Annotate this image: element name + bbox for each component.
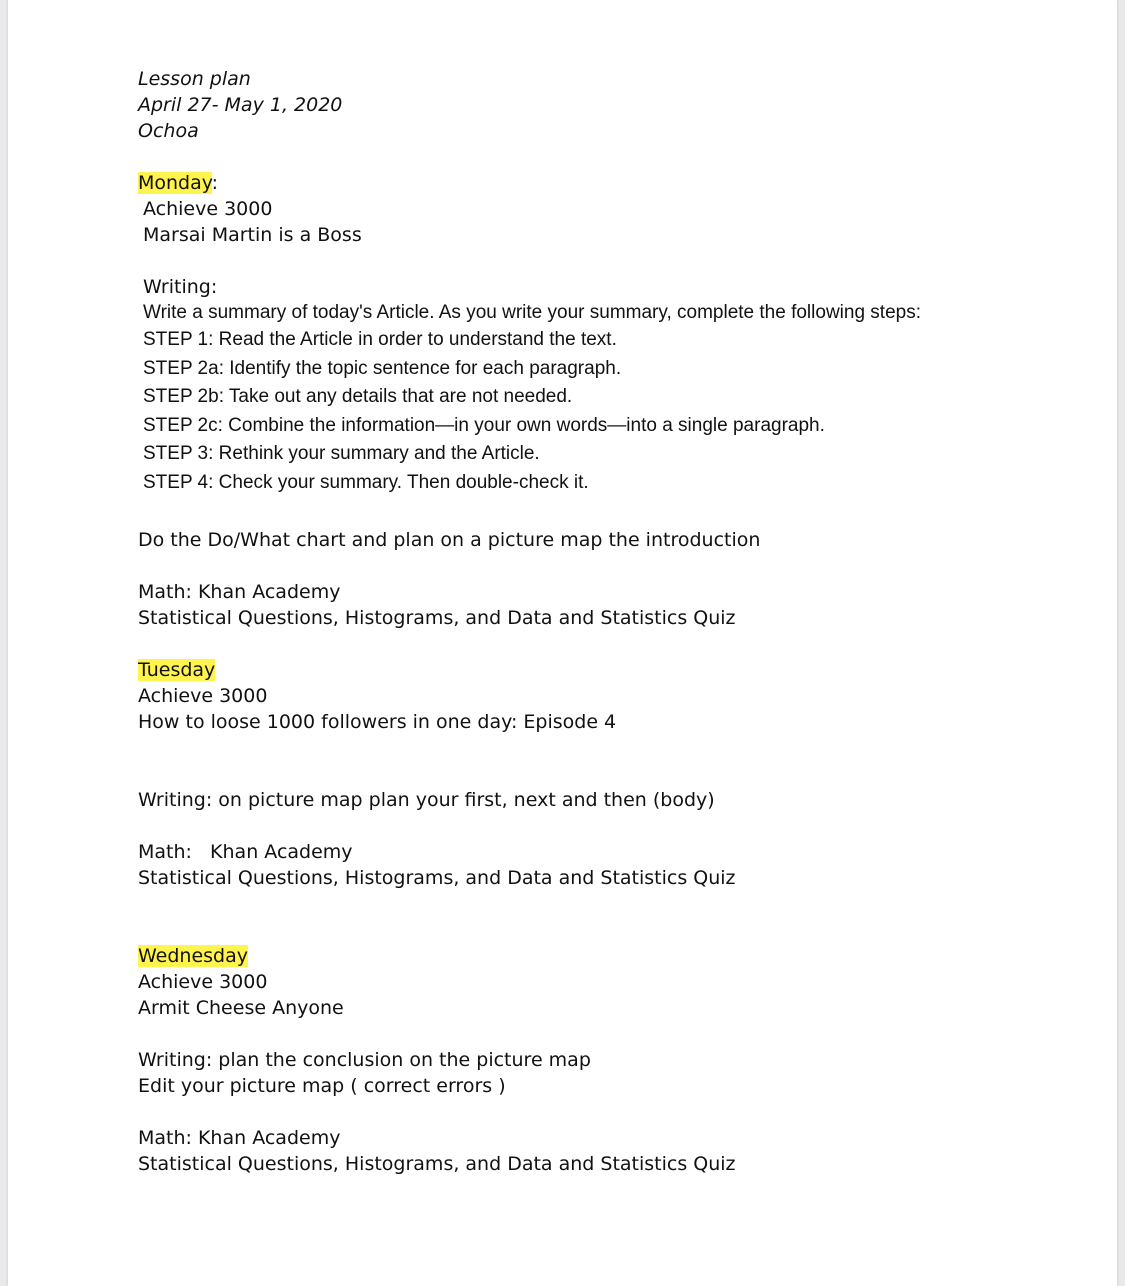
monday-achieve: Achieve 3000 bbox=[143, 198, 273, 220]
teacher-name: Ochoa bbox=[138, 120, 199, 142]
monday-quiz: Statistical Questions, Histograms, and Data and Statistics Quiz bbox=[138, 607, 736, 629]
tuesday-article: How to loose 1000 followers in one day: Episode 4 bbox=[138, 711, 617, 733]
step-item: STEP 1: Read the Article in order to understand the text. bbox=[143, 329, 617, 350]
monday-steps bbox=[138, 300, 1078, 497]
step-item: STEP 2a: Identify the topic sentence for each paragraph. bbox=[143, 357, 622, 379]
monday-do-what: Do the Do/What chart and plan on a picture map the introduction bbox=[138, 529, 761, 551]
wednesday-writing: Writing: plan the conclusion on the picture map bbox=[138, 1049, 591, 1071]
monday-math: Math: Khan Academy bbox=[138, 581, 341, 603]
tuesday-day-label: Tuesday bbox=[138, 659, 216, 681]
tuesday-achieve: Achieve 3000 bbox=[138, 685, 268, 707]
monday-writing-label: Writing: bbox=[143, 276, 218, 298]
monday-writing-intro: Write a summary of today's Article. As you write your summary, complete the following steps: bbox=[143, 302, 921, 323]
monday-heading bbox=[138, 170, 1078, 196]
document-page bbox=[8, 0, 1117, 1286]
step-item: STEP 3: Rethink your summary and the Article. bbox=[143, 443, 540, 464]
tuesday-writing: Writing: on picture map plan your first, next and then (body) bbox=[138, 789, 715, 811]
wednesday-heading bbox=[138, 943, 1078, 969]
wednesday-quiz: Statistical Questions, Histograms, and Data and Statistics Quiz bbox=[138, 1153, 736, 1175]
wednesday-math: Math: Khan Academy bbox=[138, 1127, 341, 1149]
step-item: STEP 2b: Take out any details that are not needed. bbox=[143, 386, 573, 407]
tuesday-math: Math: Khan Academy bbox=[138, 841, 353, 863]
tuesday-heading bbox=[138, 657, 1078, 683]
wednesday-edit: Edit your picture map ( correct errors ) bbox=[138, 1075, 506, 1097]
wednesday-article: Armit Cheese Anyone bbox=[138, 997, 344, 1019]
document-title: Lesson plan bbox=[138, 68, 251, 90]
wednesday-day-label: Wednesday bbox=[138, 945, 249, 967]
step-item: STEP 4: Check your summary. Then double-check it. bbox=[143, 471, 589, 493]
monday-day-label: Monday bbox=[138, 172, 212, 194]
monday-article: Marsai Martin is a Boss bbox=[143, 224, 362, 246]
date-range: April 27- May 1, 2020 bbox=[138, 94, 343, 116]
document-body bbox=[138, 66, 1078, 1177]
monday-colon: : bbox=[211, 172, 219, 194]
step-item: STEP 2c: Combine the information—in your own words—into a single paragraph. bbox=[143, 414, 825, 436]
wednesday-achieve: Achieve 3000 bbox=[138, 971, 268, 993]
tuesday-quiz: Statistical Questions, Histograms, and Data and Statistics Quiz bbox=[138, 867, 736, 889]
